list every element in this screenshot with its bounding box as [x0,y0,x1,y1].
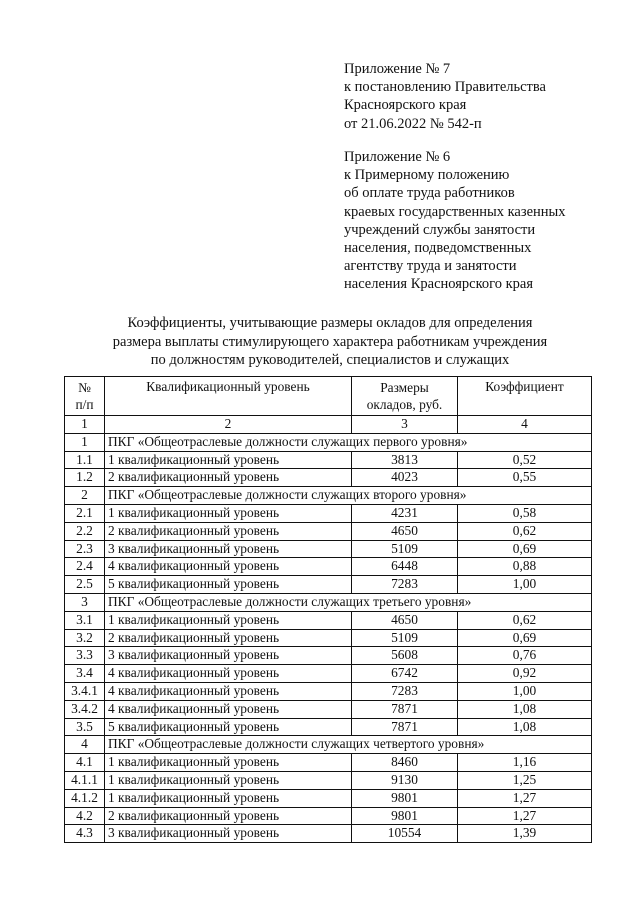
row-number: 2.5 [65,576,105,594]
annex-6-line: учреждений службы занятости [344,221,536,238]
annex-7-reference [344,60,546,133]
coefficient-value: 1,08 [458,700,592,718]
table-row [65,807,592,825]
row-number: 2 [65,487,105,505]
salary-value: 9801 [352,807,458,825]
header-salary-line1: Размеры [380,380,429,395]
salary-value: 7283 [352,682,458,700]
table-row [65,451,592,469]
annex-6-line: Приложение № 6 [344,149,451,165]
coefficient-value: 0,62 [458,522,592,540]
column-number: 2 [105,416,352,434]
row-number: 3.4.1 [65,682,105,700]
annex-7-line: к постановлению Правительства [344,79,546,96]
table-row [65,682,592,700]
salary-value: 6742 [352,665,458,683]
salary-value: 6448 [352,558,458,576]
qualification-level: 3 квалификационный уровень [105,540,352,558]
table-row [65,771,592,789]
annex-6-line: населения, подведомственных [344,240,532,257]
row-number: 4.2 [65,807,105,825]
row-number: 3.5 [65,718,105,736]
table-header-row [65,377,592,416]
header-salary-line2: окладов, руб. [366,397,443,412]
document-title-line: по должностям руководителей, специалистов и служащих [150,352,510,368]
row-number: 2.3 [65,540,105,558]
row-number: 3.1 [65,611,105,629]
column-number: 4 [458,416,592,434]
row-number: 4.1.1 [65,771,105,789]
qualification-level: 4 квалификационный уровень [105,682,352,700]
column-number: 3 [352,416,458,434]
row-number: 4 [65,736,105,754]
row-number: 3.4.2 [65,700,105,718]
table-row [65,665,592,683]
qualification-level: 5 квалификационный уровень [105,718,352,736]
salary-value: 9130 [352,771,458,789]
header-number-line2: п/п [75,397,94,412]
coefficient-value: 0,62 [458,611,592,629]
table-row [65,700,592,718]
salary-value: 5109 [352,629,458,647]
table-row [65,522,592,540]
coefficient-value: 1,00 [458,682,592,700]
coefficient-value: 1,27 [458,789,592,807]
annex-6-line: к Примерному положению [344,167,510,184]
salary-value: 10554 [352,825,458,843]
row-number: 4.1 [65,754,105,772]
salary-value: 5109 [352,540,458,558]
salary-value: 4231 [352,504,458,522]
coefficient-value: 1,08 [458,718,592,736]
coefficient-value: 0,92 [458,665,592,683]
coefficient-value: 1,25 [458,771,592,789]
header-salary [352,377,458,416]
column-number-row [65,416,592,434]
table-row [65,540,592,558]
coefficient-value: 1,00 [458,576,592,594]
salary-value: 9801 [352,789,458,807]
annex-6-line: населения Красноярского края [344,276,534,293]
row-number: 2.4 [65,558,105,576]
table-row [65,576,592,594]
group-row [65,736,592,754]
qualification-level: 4 квалификационный уровень [105,665,352,683]
annex-6-reference [344,148,566,294]
qualification-level: 1 квалификационный уровень [105,789,352,807]
row-number: 1.1 [65,451,105,469]
qualification-level: 3 квалификационный уровень [105,825,352,843]
coefficient-value: 0,69 [458,629,592,647]
coefficients-table [64,376,592,843]
coefficient-value: 0,52 [458,451,592,469]
annex-7-line: Красноярского края [344,97,467,114]
group-row [65,433,592,451]
table-row [65,611,592,629]
table-row [65,558,592,576]
qualification-level: 4 квалификационный уровень [105,558,352,576]
salary-value: 7283 [352,576,458,594]
qualification-level: 1 квалификационный уровень [105,451,352,469]
qualification-level: 1 квалификационный уровень [105,504,352,522]
table-row [65,754,592,772]
table-body [65,433,592,842]
group-row [65,593,592,611]
coefficient-value: 0,76 [458,647,592,665]
coefficient-value: 0,55 [458,469,592,487]
salary-value: 7871 [352,718,458,736]
salary-value: 3813 [352,451,458,469]
annex-6-line: агентству труда и занятости [344,258,517,275]
qualification-level: 1 квалификационный уровень [105,754,352,772]
salary-value: 4023 [352,469,458,487]
document-title [60,314,600,370]
table-row [65,504,592,522]
table-row [65,825,592,843]
qualification-level: 3 квалификационный уровень [105,647,352,665]
annex-6-line: краевых государственных казенных [344,203,566,220]
group-name: ПКГ «Общеотраслевые должности служащих первого уровня» [105,433,592,451]
group-name: ПКГ «Общеотраслевые должности служащих второго уровня» [105,487,592,505]
salary-value: 7871 [352,700,458,718]
salary-value: 5608 [352,647,458,665]
group-name: ПКГ «Общеотраслевые должности служащих третьего уровня» [105,593,592,611]
header-qualification: Квалификационный уровень [105,377,352,416]
header-coefficient: Коэффициент [458,377,592,416]
salary-value: 8460 [352,754,458,772]
row-number: 3 [65,593,105,611]
coefficient-value: 1,16 [458,754,592,772]
table-row [65,718,592,736]
row-number: 2.1 [65,504,105,522]
document-title-line: Коэффициенты, учитывающие размеры окладов для определения [127,315,533,331]
row-number: 3.3 [65,647,105,665]
salary-value: 4650 [352,611,458,629]
qualification-level: 2 квалификационный уровень [105,469,352,487]
row-number: 4.3 [65,825,105,843]
annex-7-line: Приложение № 7 [344,61,451,77]
coefficient-value: 0,69 [458,540,592,558]
table-row [65,789,592,807]
row-number: 3.4 [65,665,105,683]
qualification-level: 2 квалификационный уровень [105,807,352,825]
coefficient-value: 1,39 [458,825,592,843]
salary-value: 4650 [352,522,458,540]
row-number: 1 [65,433,105,451]
qualification-level: 4 квалификационный уровень [105,700,352,718]
coefficient-value: 0,88 [458,558,592,576]
annex-7-line: от 21.06.2022 № 542-п [344,115,482,132]
coefficient-value: 1,27 [458,807,592,825]
table-row [65,647,592,665]
row-number: 2.2 [65,522,105,540]
column-number: 1 [65,416,105,434]
qualification-level: 2 квалификационный уровень [105,522,352,540]
group-name: ПКГ «Общеотраслевые должности служащих четвертого уровня» [105,736,592,754]
qualification-level: 2 квалификационный уровень [105,629,352,647]
row-number: 4.1.2 [65,789,105,807]
header-number-line1: № [78,380,91,395]
row-number: 3.2 [65,629,105,647]
row-number: 1.2 [65,469,105,487]
qualification-level: 1 квалификационный уровень [105,771,352,789]
group-row [65,487,592,505]
annex-6-line: об оплате труда работников [344,185,515,202]
header-number [65,377,105,416]
table-row [65,469,592,487]
document-title-line: размера выплаты стимулирующего характера работникам учреждения [112,333,548,350]
table-row [65,629,592,647]
coefficient-value: 0,58 [458,504,592,522]
qualification-level: 1 квалификационный уровень [105,611,352,629]
qualification-level: 5 квалификационный уровень [105,576,352,594]
